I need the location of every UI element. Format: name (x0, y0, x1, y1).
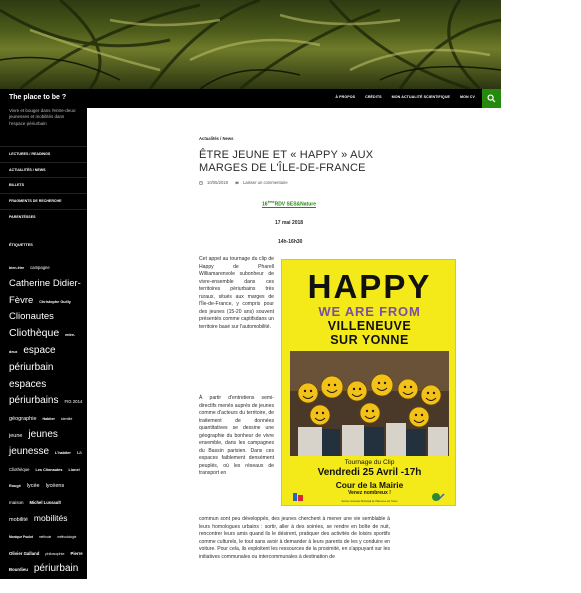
poster-we-are-from: WE ARE FROM (318, 304, 421, 319)
poster-happy: HAPPY (307, 268, 432, 305)
post-category[interactable]: Actualités / News (199, 136, 234, 141)
tag-link[interactable]: périurbain (33, 563, 79, 575)
tag-link[interactable]: La Cliothèque (9, 449, 82, 472)
tag-link[interactable]: méthodologie (57, 534, 77, 539)
tag-link[interactable]: lycéens (45, 483, 65, 490)
rdv-suffix: ème (267, 200, 275, 204)
nav-item-cv[interactable]: MON CV (460, 95, 475, 99)
poster-photo (290, 351, 449, 456)
happy-poster-image[interactable] (281, 259, 456, 506)
tag-link[interactable]: L'habiter (54, 450, 71, 455)
poster-credits: Service Jeunesse Municipal de Villeneuve sur Yonne (341, 500, 398, 503)
tag-link[interactable]: Les Clionautes (35, 467, 63, 472)
tag-link[interactable]: espace périurbain (9, 344, 56, 373)
tag-link[interactable]: FIG 2014 (64, 399, 83, 405)
post-comment-link[interactable]: Laisser un commentaire (242, 180, 288, 185)
sidebar-item-billets[interactable]: BILLETS (0, 177, 87, 193)
search-button[interactable] (482, 89, 501, 108)
rdv-text: RDV SES&Nature (274, 201, 316, 208)
rdv-number: 16 (262, 201, 268, 208)
poster-town (282, 320, 457, 347)
tag-link[interactable]: Cliothèque (9, 327, 60, 340)
post-paragraph-1: Cet appel au tournage du clip de Happy de Pharell Williamarenvole subonheur de vivre-ensemble dans ces territoires périurbains très ruraux, situés aux marges de l'Île-de-France, y compris pour des jeunes (15-20 ans) souvent présentés comme captifsdans un territoire basé sur l'automobilité. (199, 256, 274, 330)
nav-item-a-propos[interactable]: À PROPOS (335, 95, 356, 99)
tag-link[interactable]: Clionautes (9, 311, 54, 323)
top-navbar (0, 89, 501, 108)
tag-link[interactable]: périurbains (9, 584, 39, 591)
poster-invite: Venez nombreux ! (348, 490, 391, 496)
tag-link[interactable]: Monique Poulot (9, 534, 33, 539)
tag-link[interactable]: espaces périurbains (9, 378, 59, 407)
main-content (87, 108, 501, 579)
poster-logo-right (431, 489, 445, 499)
search-icon (487, 94, 496, 103)
poster-date: Vendredi 25 Avril -17h (317, 467, 422, 478)
nav-links (335, 95, 475, 99)
tag-link[interactable]: maison (9, 500, 24, 506)
comment-icon (235, 181, 239, 185)
tag-link[interactable]: jeunes (28, 428, 58, 440)
post-title[interactable]: ÊTRE JEUNE ET « HAPPY » AUX MARGES DE L'ÎLE-DE-FRANCE (199, 149, 374, 174)
tag-link[interactable]: Michel Lussault (29, 500, 61, 506)
tag-link[interactable]: géographie (9, 416, 37, 423)
tag-link[interactable]: mobilité (9, 516, 28, 523)
clock-icon (199, 181, 203, 185)
post-date[interactable]: 10/05/2018 (207, 180, 228, 185)
post-paragraph-2: À partir d'entretiens semi-directifs menés auprès de jeunes comme d'acteurs du territoire, de traitement de données quantitatives se dessine une géographie du bonheur de vivre ensemble, dans les campagnes du Bassin parisien. Dans ces espaces faiblement densément peuplés, où les réseaux de transport en (199, 395, 274, 476)
sidebar-item-fragments[interactable]: FRAGMENTS DE RECHERCHE (0, 193, 87, 209)
tag-link[interactable]: Lionel Rougé (9, 467, 80, 489)
tag-link[interactable]: Pierre Bourdieu (9, 550, 83, 573)
poster-logo-left (292, 489, 304, 499)
event-date: 17 mai 2018 (275, 220, 304, 226)
poster-tournage: Tournage du Clip (344, 459, 395, 466)
tag-link[interactable]: Christophe Guilly (39, 299, 71, 304)
tag-link[interactable]: lycée (26, 483, 40, 490)
tag-link[interactable]: méthode (38, 534, 52, 539)
site-title[interactable]: The place to be ? (9, 94, 67, 101)
tag-link[interactable]: entre-deux (9, 333, 76, 354)
tag-link[interactable]: jeune (9, 432, 23, 439)
sidebar-item-lectures[interactable]: LECTURES / READINGS (0, 146, 87, 162)
tag-cloud (9, 257, 85, 593)
tag-link[interactable]: mobilités (33, 512, 68, 523)
poster-location: Cour de la Mairie (335, 480, 404, 490)
tag-link[interactable]: campagne (30, 265, 50, 270)
tag-link[interactable]: Habiter (42, 417, 55, 422)
sidebar-menu (0, 146, 87, 224)
tags-widget-title: ÉTIQUETTES (9, 243, 33, 247)
nav-item-actualite[interactable]: MON ACTUALITÉ SCIENTIFIQUE (391, 95, 451, 99)
site-tagline: Vivre et bouger dans l'entre-deux: jeunesses et mobilités dans l'espace périurbain (9, 108, 77, 126)
poster-town-line2: SUR YONNE (330, 332, 409, 347)
poster-town-line1: VILLENEUVE (327, 319, 412, 333)
header-banner-image (0, 0, 501, 89)
tag-link[interactable]: Olivier Galland (9, 550, 40, 556)
post-paragraph-3: commun sont peu développés, des jeunes cherchent à mener une vie semblable à leurs homologues urbains : sortir, aller à des soirées, se rendre en boîte de nuit, rencontrer leurs amis quand ils le désirent, pratiquer des activités de loisirs sportifs comme culturels, le tout sans avoir à demander à leurs parents de les y conduire en voiture. Pour cela, ils exploitent les ressources de la proximité, en s'appuyant sur les initiatives communales ou intercommunales à destination de (199, 516, 390, 560)
sidebar-item-actualites[interactable]: ACTUALITÉS / NEWS (0, 162, 87, 178)
tag-link[interactable]: jeunesse (9, 445, 50, 457)
tag-link[interactable]: philosophie (45, 551, 65, 556)
sidebar (0, 108, 87, 591)
post-meta (199, 180, 288, 185)
tag-link[interactable]: identité (60, 417, 73, 422)
nav-item-credits[interactable]: CRÉDITS (365, 95, 382, 99)
rdv-link[interactable] (262, 200, 316, 208)
sidebar-item-parentesses[interactable]: PARENTÉSSES (0, 209, 87, 225)
tag-link[interactable]: bien-être (9, 266, 25, 270)
tag-link[interactable]: Catherine Didier-Fèvre (9, 277, 81, 306)
event-time: 14h-16h30 (278, 239, 303, 245)
